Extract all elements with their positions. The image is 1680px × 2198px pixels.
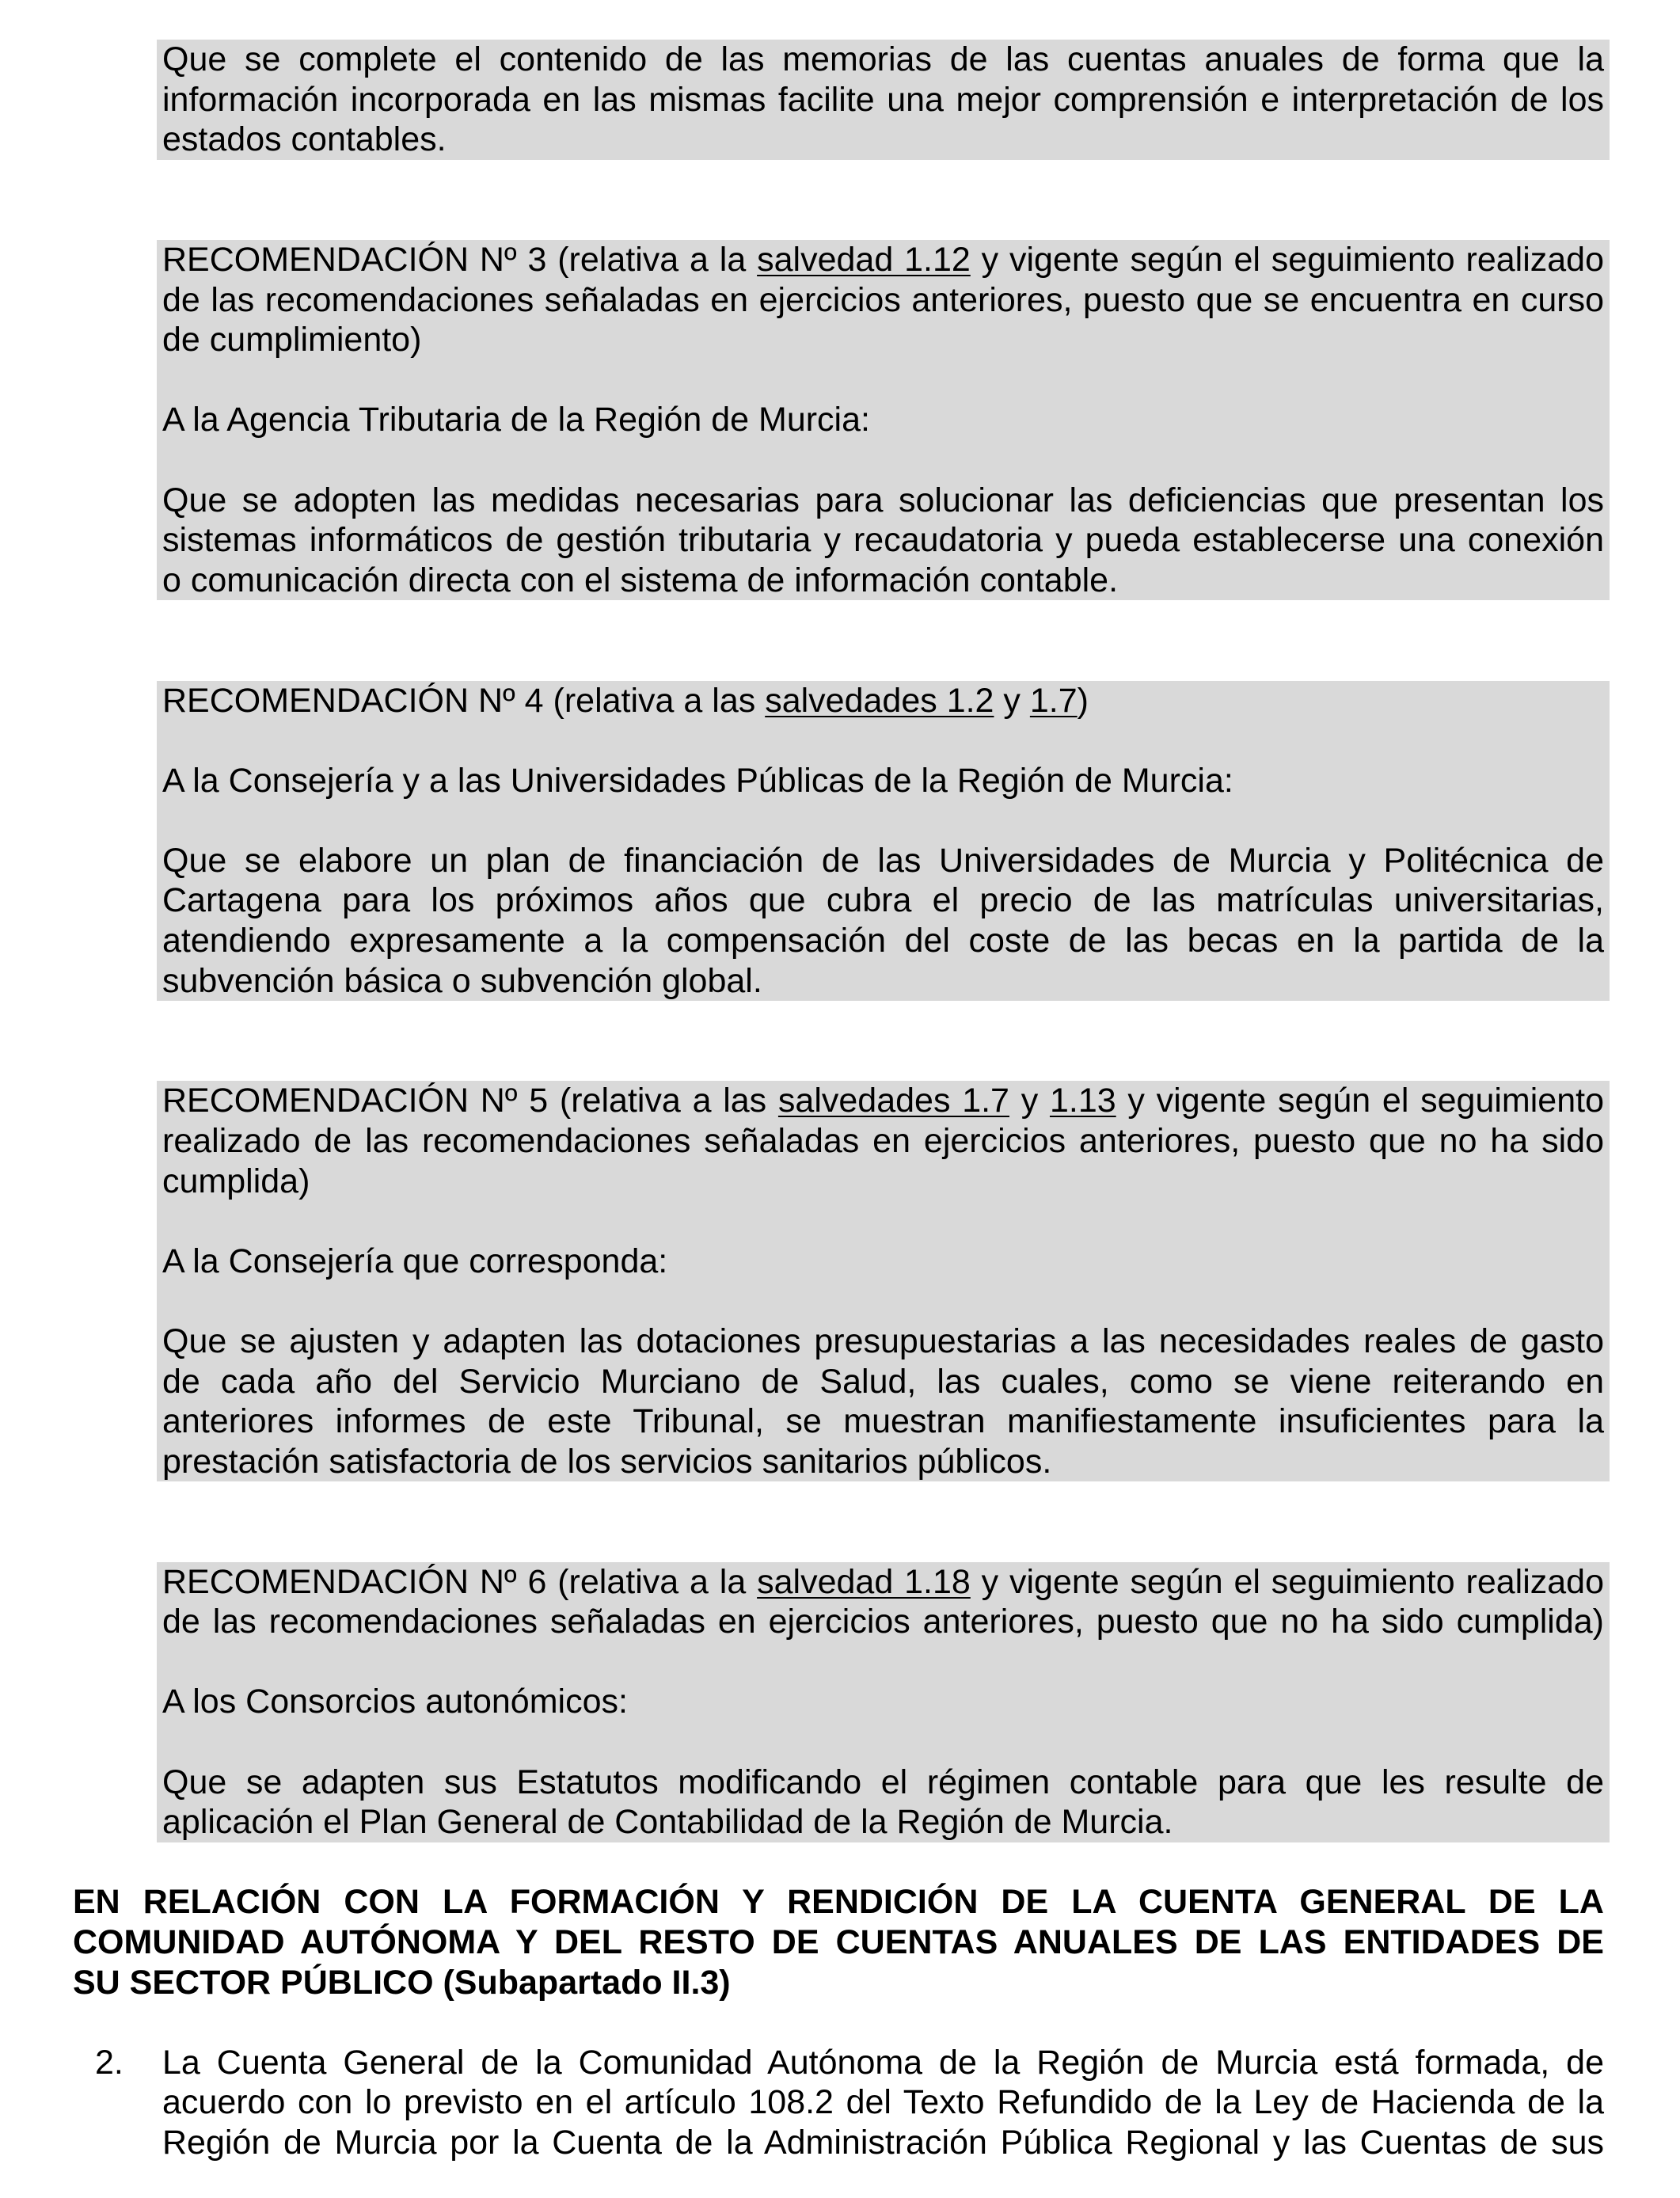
recommendation-text-line: estados contables. <box>162 120 447 159</box>
recommendation-header-line <box>162 681 1604 721</box>
recommendation-addressee: A la Consejería y a las Universidades Públicas de la Región de Murcia: <box>162 761 1233 800</box>
section-heading-line: COMUNIDAD AUTÓNOMA Y DEL RESTO DE CUENTAS ANUALES DE LAS ENTIDADES DE <box>73 1922 1604 1961</box>
salvedad-link[interactable]: salvedad 1.12 <box>757 240 971 279</box>
recommendation-header-line <box>162 1562 1604 1603</box>
numbered-paragraph <box>95 2043 1604 2163</box>
paragraph-number: 2. <box>95 2043 124 2082</box>
recommendation-body-line: atendiendo expresamente a la compensación del coste de las becas en la partida de la <box>162 922 1604 960</box>
recommendation-body-line: Que se ajusten y adapten las dotaciones presupuestarias a las necesidades reales de gasto <box>162 1322 1604 1360</box>
header-text: RECOMENDACIÓN Nº 3 (relativa a la <box>162 240 758 279</box>
header-text: y vigente según el seguimiento realizado <box>970 1562 1605 1601</box>
salvedad-link[interactable]: 1.7 <box>1029 681 1078 720</box>
recommendation-header-line: de las recomendaciones señaladas en ejercicios anteriores, puesto que se encuentra en curso <box>162 280 1604 319</box>
recommendation-addressee: A los Consorcios autonómicos: <box>162 1683 628 1721</box>
recommendation-header-line <box>162 1081 1604 1121</box>
recommendation-body-line: prestación satisfactoria de los servicios sanitarios públicos. <box>162 1442 1052 1481</box>
recommendation-text-line: información incorporada en las mismas facilite una mejor comprensión e interpretación de los <box>162 80 1604 119</box>
recommendation-header-line <box>162 240 1604 280</box>
section-heading <box>73 1882 1604 2002</box>
paragraph-line: Región de Murcia por la Cuenta de la Administración Pública Regional y las Cuentas de sus <box>162 2123 1604 2162</box>
salvedad-link[interactable]: salvedad 1.18 <box>757 1562 971 1601</box>
recommendation-6-box <box>157 1562 1610 1842</box>
header-text: y <box>1009 1082 1050 1120</box>
recommendation-text-line: Que se complete el contenido de las memorias de las cuentas anuales de forma que la <box>162 40 1604 78</box>
recommendation-5-box <box>157 1081 1610 1481</box>
header-text: y vigente según el seguimiento <box>1116 1082 1604 1120</box>
recommendation-body-line: aplicación el Plan General de Contabilidad de la Región de Murcia. <box>162 1803 1173 1842</box>
salvedad-link[interactable]: salvedades 1.7 <box>777 1082 1009 1120</box>
salvedad-link[interactable]: salvedades 1.2 <box>765 681 994 720</box>
recommendation-body-line: Que se adopten las medidas necesarias para solucionar las deficiencias que presentan los <box>162 481 1604 519</box>
recommendation-3-box <box>157 240 1610 600</box>
recommendation-body-line: Que se adapten sus Estatutos modificando el régimen contable para que les resulte de <box>162 1763 1604 1801</box>
header-text: RECOMENDACIÓN Nº 6 (relativa a la <box>162 1562 758 1601</box>
paragraph-line: acuerdo con lo previsto en el artículo 108.2 del Texto Refundido de la Ley de Hacienda de la <box>162 2083 1604 2122</box>
header-text: RECOMENDACIÓN Nº 4 (relativa a las <box>162 681 766 720</box>
section-heading-line: EN RELACIÓN CON LA FORMACIÓN Y RENDICIÓN DE LA CUENTA GENERAL DE LA <box>73 1883 1604 1922</box>
recommendation-body-line: Que se elabore un plan de financiación de las Universidades de Murcia y Politécnica de <box>162 841 1604 880</box>
header-text: RECOMENDACIÓN Nº 5 (relativa a las <box>162 1082 778 1120</box>
recommendation-header-line: de las recomendaciones señaladas en ejercicios anteriores, puesto que no ha sido cumplida) <box>162 1603 1604 1641</box>
recommendation-header-line: realizado de las recomendaciones señaladas en ejercicios anteriores, puesto que no ha sido <box>162 1122 1604 1161</box>
recommendation-body-line: Cartagena para los próximos años que cubra el precio de las matrículas universitarias, <box>162 881 1604 920</box>
recommendation-header-line: de cumplimiento) <box>162 321 422 359</box>
recommendation-header-line: cumplida) <box>162 1162 310 1200</box>
recommendation-body-line: de cada año del Servicio Murciano de Salud, las cuales, como se viene reiterando en <box>162 1362 1604 1401</box>
recommendation-fragment-box <box>157 40 1610 160</box>
header-text: ) <box>1077 681 1089 720</box>
section-heading-line: SU SECTOR PÚBLICO (Subapartado II.3) <box>73 1963 731 2002</box>
header-text: y vigente según el seguimiento realizado <box>970 240 1605 279</box>
recommendation-body-line: o comunicación directa con el sistema de información contable. <box>162 561 1119 599</box>
recommendation-body-line: sistemas informáticos de gestión tributaria y recaudatoria y pueda establecerse una conexión <box>162 521 1604 560</box>
header-text: y <box>994 681 1030 720</box>
paragraph-line: La Cuenta General de la Comunidad Autónoma de la Región de Murcia está formada, de <box>162 2043 1604 2082</box>
recommendation-body-line: anteriores informes de este Tribunal, se muestran manifiestamente insuficientes para la <box>162 1402 1604 1441</box>
recommendation-addressee: A la Consejería que corresponda: <box>162 1242 668 1280</box>
recommendation-addressee: A la Agencia Tributaria de la Región de Murcia: <box>162 401 870 439</box>
salvedad-link[interactable]: 1.13 <box>1049 1082 1116 1120</box>
document-page <box>0 40 1680 2162</box>
recommendation-body-line: subvención básica o subvención global. <box>162 961 762 1000</box>
recommendation-4-box <box>157 681 1610 1002</box>
